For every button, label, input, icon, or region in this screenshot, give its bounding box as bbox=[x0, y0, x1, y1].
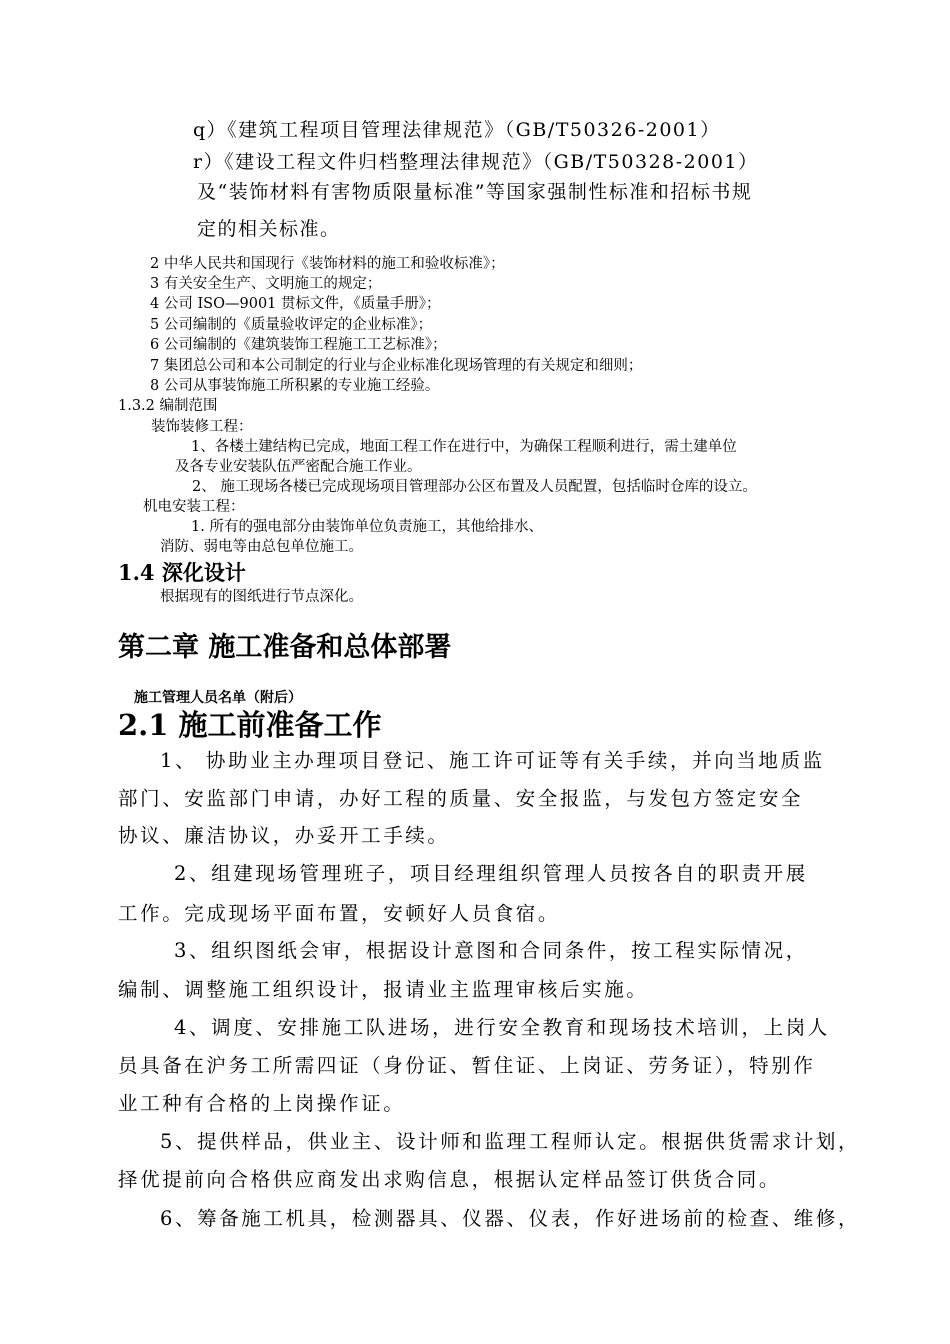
prep-line: 业工种有合格的上岗操作证。 bbox=[118, 1092, 406, 1115]
norm-line: q）《建筑工程项目管理法律规范》（GB/T50326-2001） bbox=[193, 119, 721, 141]
prep-line: 1、 协助业主办理项目登记、施工许可证等有关手续，并向当地质监 bbox=[160, 749, 825, 772]
prep-line: 5、提供样品，供业主、设计师和监理工程师认定。根据供货需求计划， bbox=[160, 1130, 861, 1153]
prep-line: 协议、廉洁协议，办妥开工手续。 bbox=[118, 824, 450, 847]
basis-item: 8 公司从事装饰施工所积累的专业施工经验。 bbox=[150, 378, 440, 394]
mep-title: 机电安装工程： bbox=[143, 499, 245, 515]
decoration-item: 1、各楼土建结构已完成，地面工程工作在进行中，为确保工程顺利进行，需土建单位 bbox=[191, 439, 737, 455]
scope-heading: 1.3.2 编制范围 bbox=[118, 398, 218, 414]
norm-line: 及“装饰材料有害物质限量标准”等国家强制性标准和招标书规 bbox=[197, 181, 753, 203]
section-1-4-text: 根据现有的图纸进行节点深化。 bbox=[160, 589, 363, 605]
basis-item: 5 公司编制的《质量验收评定的企业标准》； bbox=[150, 317, 433, 333]
basis-item: 2 中华人民共和国现行《装饰材料的施工和验收标准》； bbox=[150, 256, 505, 272]
prep-line: 6、筹备施工机具，检测器具、仪器、仪表，作好进场前的检查、维修， bbox=[160, 1207, 861, 1230]
basis-item: 3 有关安全生产、文明施工的规定； bbox=[150, 276, 382, 292]
prep-line: 编制、调整施工组织设计，报请业主监理审核后实施。 bbox=[118, 978, 649, 1001]
decoration-title: 装饰装修工程： bbox=[151, 419, 253, 435]
prep-line: 3、组织图纸会审，根据设计意图和合同条件，按工程实际情况， bbox=[174, 939, 808, 962]
staff-list-note: 施工管理人员名单（附后） bbox=[134, 690, 302, 706]
prep-line: 部门、安监部门申请，办好工程的质量、安全报监，与发包方签定安全 bbox=[118, 787, 804, 810]
basis-item: 7 集团总公司和本公司制定的行业与企业标准化现场管理的有关规定和细则； bbox=[150, 358, 643, 374]
chapter-title: 第二章 施工准备和总体部署 bbox=[118, 632, 452, 663]
decoration-item: 2、 施工现场各楼已完成现场项目管理部办公区布置及人员配置，包括临时仓库的设立。 bbox=[192, 479, 757, 495]
prep-line: 4、调度、安排施工队进场，进行安全教育和现场技术培训，上岗人 bbox=[174, 1016, 830, 1039]
mep-item: 1. 所有的强电部分由装饰单位负责施工，其他给排水、 bbox=[191, 519, 543, 535]
mep-item: 消防、弱电等由总包单位施工。 bbox=[160, 539, 363, 555]
prep-line: 2、组建现场管理班子，项目经理组织管理人员按各自的职责开展 bbox=[174, 862, 808, 885]
norm-line: r）《建设工程文件归档整理法律规范》（GB/T50328-2001） bbox=[193, 151, 759, 173]
basis-item: 6 公司编制的《建筑装饰工程施工工艺标准》； bbox=[150, 337, 447, 353]
prep-line: 择优提前向合格供应商发出求购信息，根据认定样品签订供货合同。 bbox=[118, 1168, 782, 1191]
section-1-4-title: 1.4 深化设计 bbox=[118, 560, 246, 585]
basis-item: 4 公司 ISO—9001 贯标文件，《质量手册》； bbox=[150, 296, 441, 312]
prep-line: 工作。完成现场平面布置，安顿好人员食宿。 bbox=[118, 902, 561, 925]
decoration-item: 及各专业安装队伍严密配合施工作业。 bbox=[175, 459, 422, 475]
norm-line: 定的相关标准。 bbox=[197, 218, 341, 240]
section-2-1-title: 2.1 施工前准备工作 bbox=[118, 708, 382, 742]
prep-line: 员具备在沪务工所需四证（身份证、暂住证、上岗证、劳务证），特别作 bbox=[118, 1054, 816, 1077]
